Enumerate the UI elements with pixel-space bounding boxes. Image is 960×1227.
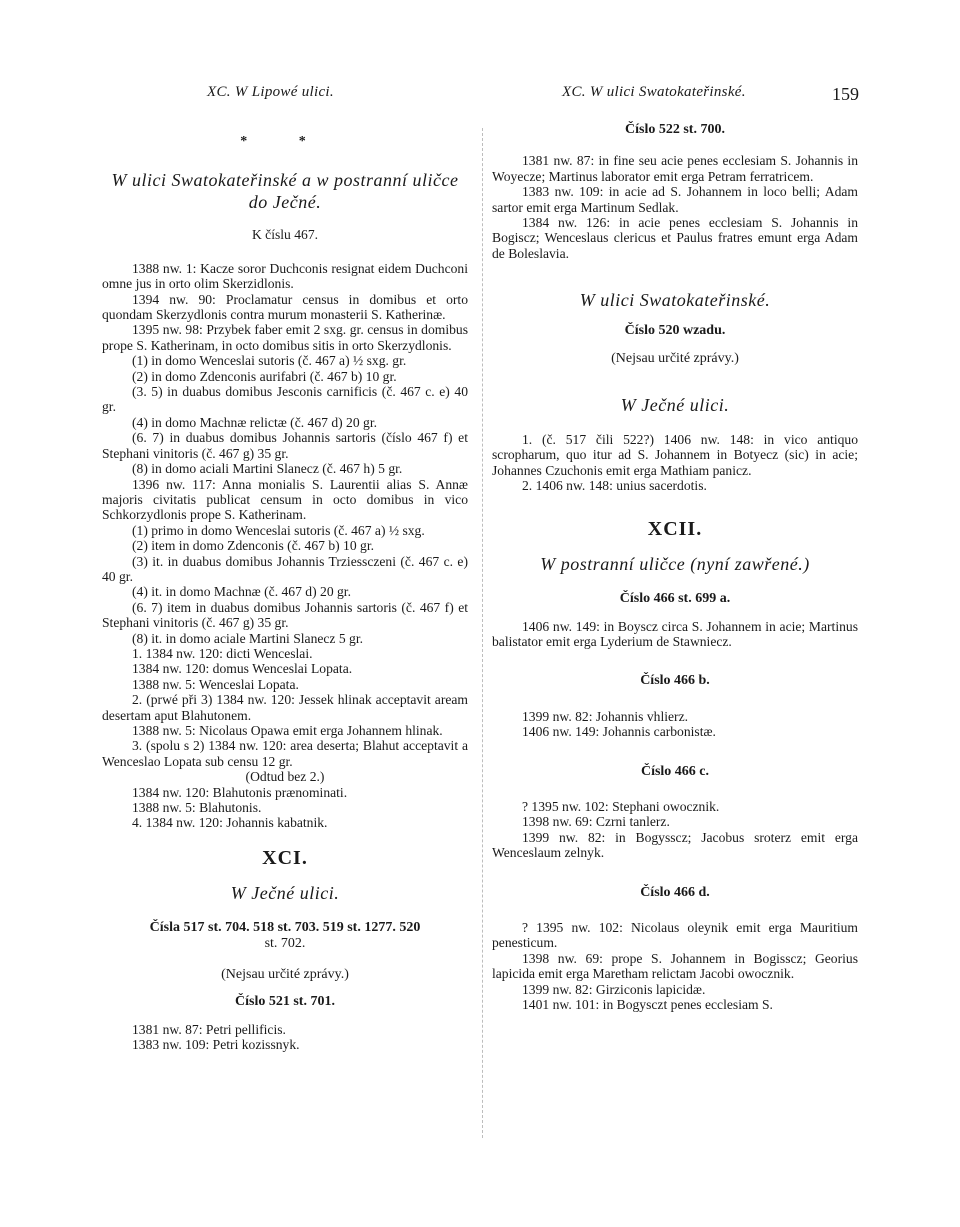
entry-paragraph: 1388 nw. 5: Nicolaus Opawa emit erga Johannem hlinak.	[132, 723, 443, 738]
house-number-heading: Číslo 520 wzadu.	[624, 323, 726, 339]
entry-paragraph: 1. (č. 517 čili 522?) 1406 nw. 148: in vico antiquo scropharum, quo itur ad S. Johannem in Botyecz (sic) in acie; Johannes Czuchonis emit erga Mathiam panicz.	[492, 432, 858, 478]
entry-paragraph: 1394 nw. 90: Proclamatur census in domibus et orto quondam Skerzydlonis contra murum monasterii S. Katherinæ.	[102, 291, 468, 323]
entry-paragraph: 1381 nw. 87: Petri pellificis.	[132, 1021, 286, 1037]
section-subheading: K číslu 467.	[251, 227, 319, 243]
entry-paragraph: 1388 nw. 5: Wenceslai Lopata.	[132, 676, 299, 692]
house-numbers-line: Čísla 517 st. 704. 518 st. 703. 519 st. 1277. 520	[149, 920, 421, 936]
entry-paragraph: 1381 nw. 87: in fine seu acie penes ecclesiam S. Johannis in Woyecze; Martinus laborator emit erga Petram ferratricem.	[492, 153, 858, 184]
left-column	[102, 122, 468, 1053]
entry-paragraph: (6. 7) in duabus domibus Johannis sartoris (číslo 467 f) et Stephani vinitoris (č. 467 g) 35 gr.	[102, 430, 468, 461]
house-number-heading: Číslo 466 st. 699 a.	[619, 591, 731, 607]
house-number-heading: Číslo 521 st. 701.	[235, 994, 335, 1010]
entry-paragraph: 2. 1406 nw. 148: unius sacerdotis.	[522, 478, 707, 494]
street-heading: W postranní uličce (nyní zawřené.)	[540, 554, 810, 575]
running-header-right: XC. W ulici Swatokateřinské.	[562, 84, 746, 100]
entry-paragraph: 1383 nw. 109: in acie ad S. Johannem in loco belli; Adam sartor emit erga Martinum Sedlak.	[492, 184, 858, 215]
entry-paragraph: (8) in domo aciali Martini Slanecz (č. 467 h) 5 gr.	[132, 461, 403, 477]
entry-paragraph: 1384 nw. 120: Blahutonis prænominati.	[132, 784, 348, 800]
section-stars: * *	[240, 134, 330, 149]
entry-paragraph: 1395 nw. 98: Przybek faber emit 2 sxg. gr. census in domibus prope S. Katherinam, in octo domibus sitis in orto Skerzydlonis.	[102, 322, 468, 353]
street-heading: W Ječné ulici.	[620, 395, 730, 416]
entry-paragraph: 1398 nw. 69: prope S. Johannem in Bogisscz; Georius lapicida emit erga Maretham relictam Jacobi owocznik.	[492, 950, 858, 982]
entry-paragraph: (4) it. in domo Machnæ (č. 467 d) 20 gr.	[132, 584, 351, 600]
entry-paragraph: (1) in domo Wenceslai sutoris (č. 467 a) ½ sxg. gr.	[132, 353, 407, 369]
entry-paragraph: (3) it. in duabus domibus Johannis Trziessczeni (č. 467 c. e) 40 gr.	[102, 553, 468, 584]
entry-paragraph: 1406 nw. 149: in Boyscz circa S. Johannem in acie; Martinus balistator emit erga Lyderium de Stawniecz.	[492, 618, 858, 649]
entry-paragraph: 1398 nw. 69: Czrni tanlerz.	[522, 814, 670, 830]
column-divider	[482, 128, 484, 1138]
house-number-heading: Číslo 466 d.	[640, 884, 710, 900]
entry-paragraph: 1. 1384 nw. 120: dicti Wenceslai.	[132, 645, 313, 661]
entry-paragraph: (8) it. in domo aciale Martini Slanecz 5 gr.	[132, 630, 364, 646]
entry-paragraph: 1406 nw. 149: Johannis carbonistæ.	[522, 724, 716, 740]
entry-paragraph: 1388 nw. 5: Blahutonis.	[132, 800, 262, 816]
editor-note: (Nejsau určité zprávy.)	[221, 967, 349, 983]
page-number: 159	[832, 84, 859, 104]
house-number-heading: Číslo 466 b.	[640, 673, 710, 689]
house-number-heading: Číslo 522 st. 700.	[625, 122, 725, 137]
entry-paragraph: (4) in domo Machnæ relictæ (č. 467 d) 20 gr.	[132, 414, 378, 430]
entry-paragraph: ? 1395 nw. 102: Stephani owocznik.	[522, 798, 720, 814]
right-column	[492, 122, 858, 1012]
entry-paragraph: (2) item in domo Zdenconis (č. 467 b) 10 gr.	[132, 538, 374, 554]
entry-paragraph: (6. 7) item in duabus domibus Johannis sartoris (č. 467 f) et Stephani vinitoris (č. 467 g) 35 gr.	[102, 599, 468, 631]
street-heading: W ulici Swatokateřinské.	[579, 290, 771, 311]
editor-note: (Nejsau určité zprávy.)	[611, 350, 739, 366]
chapter-number: XCII.	[647, 517, 703, 540]
entry-paragraph: 1396 nw. 117: Anna monialis S. Laurentii alias S. Annæ majoris civitatis publicat censum in octo domibus in vico Schkorzydlonis prope S. Katherinam.	[102, 476, 468, 523]
entry-paragraph: 2. (prwé při 3) 1384 nw. 120: Jessek hlinak acceptavit aream desertam aput Blahutonem.	[102, 692, 468, 723]
house-numbers-line-2: st. 702.	[264, 935, 306, 951]
entry-paragraph: 1399 nw. 82: Girziconis lapicidæ.	[522, 981, 706, 997]
entry-paragraph: 1388 nw. 1: Kacze soror Duchconis resignat eidem Duchconi omne jus in orto olim Skerzidlonis.	[102, 260, 468, 292]
section-heading: W ulici Swatokateřinské a w postranní uličce do Ječné.	[111, 170, 459, 213]
chapter-number: XCI.	[262, 846, 308, 869]
entry-paragraph: ? 1395 nw. 102: Nicolaus oleynik emit erga Mauritium penesticum.	[492, 919, 858, 951]
entry-paragraph: 1383 nw. 109: Petri kozissnyk.	[132, 1037, 300, 1053]
entry-paragraph: (2) in domo Zdenconis aurifabri (č. 467 b) 10 gr.	[132, 368, 397, 384]
house-number-heading: Číslo 466 c.	[640, 763, 710, 779]
running-header-left: XC. W Lipowé ulici.	[207, 84, 334, 100]
entry-paragraph: 1399 nw. 82: Johannis vhlierz.	[522, 708, 688, 724]
entry-paragraph: 3. (spolu s 2) 1384 nw. 120: area deserta; Blahut acceptavit a Wenceslao Lopata sub censu 12 gr.	[102, 738, 468, 769]
entry-paragraph: 1399 nw. 82: in Bogysscz; Jacobus sroterz emit erga Wenceslaum zelnyk.	[492, 829, 858, 861]
street-heading: W Ječné ulici.	[230, 883, 340, 904]
entry-paragraph: (3. 5) in duabus domibus Jesconis carnificis (č. 467 c. e) 40 gr.	[102, 384, 468, 415]
entry-paragraph: 1401 nw. 101: in Bogysczt penes ecclesiam S.	[522, 997, 773, 1012]
entry-paragraph: (1) primo in domo Wenceslai sutoris (č. 467 a) ½ sxg.	[132, 522, 425, 538]
entry-paragraph: 1384 nw. 126: in acie penes ecclesiam S. Johannis in Bogiscz; Wenceslaus clericus et Paulus fratres emunt erga Adam de Boleslavia.	[492, 215, 858, 261]
entry-note: (Odtud bez 2.)	[245, 769, 325, 785]
entry-paragraph: 1384 nw. 120: domus Wenceslai Lopata.	[132, 661, 353, 677]
entry-paragraph: 4. 1384 nw. 120: Johannis kabatnik.	[132, 815, 328, 831]
